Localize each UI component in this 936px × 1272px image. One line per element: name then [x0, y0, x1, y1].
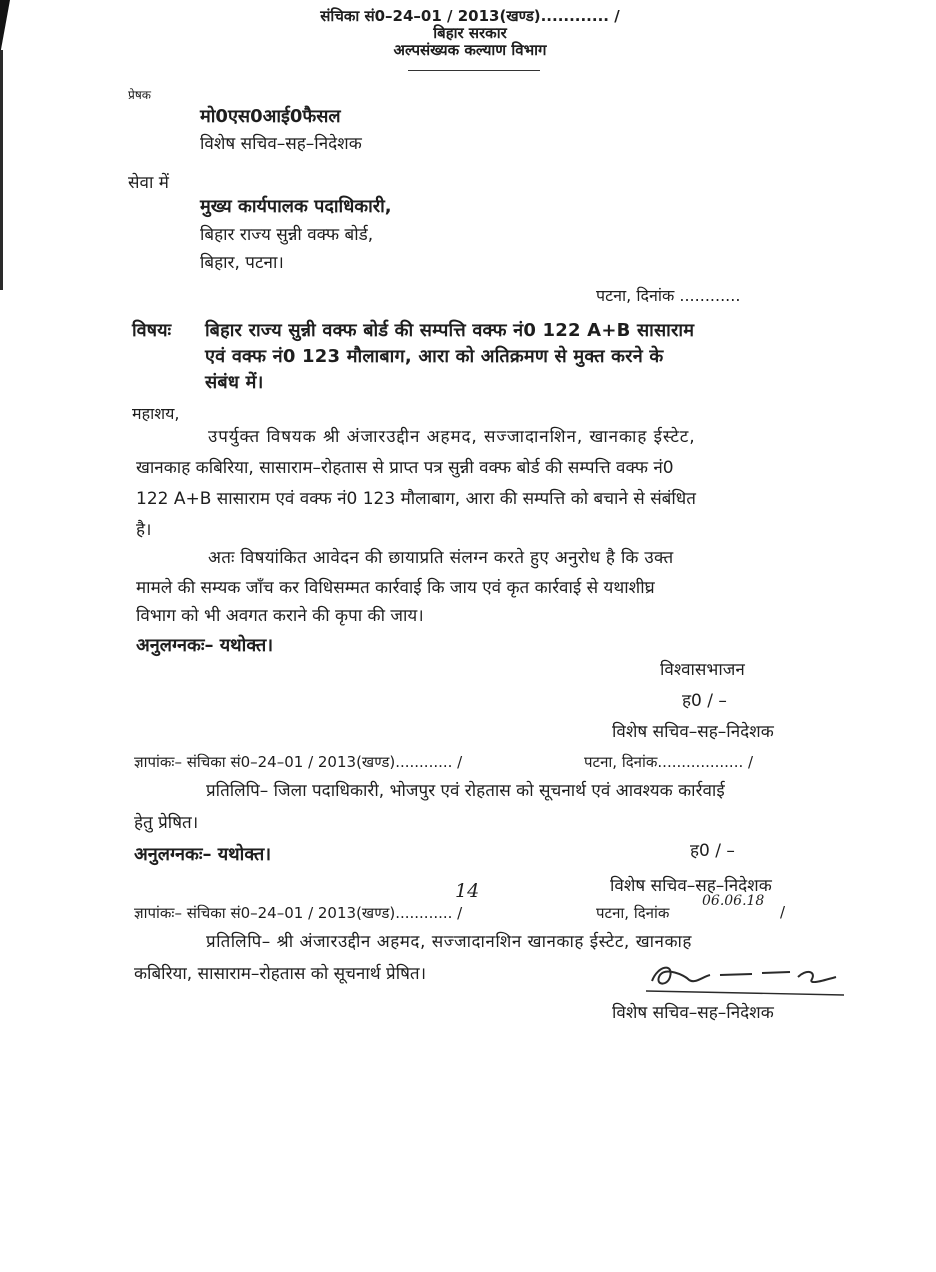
letter-date: पटना, दिनांक ............: [596, 286, 741, 305]
subject-line-2: एवं वक्फ नं0 123 मौलाबाग, आरा को अतिक्रमण से मुक्त करने के: [205, 346, 664, 367]
sender-designation: विशेष सचिव–सह–निदेशक: [200, 134, 362, 154]
memo1-copy-line-2: हेतु प्रेषित।: [134, 813, 199, 833]
closing-designation: विशेष सचिव–सह–निदेशक: [612, 722, 774, 742]
recipient-label: सेवा में: [128, 173, 169, 193]
memo1-designation: विशेष सचिव–सह–निदेशक: [610, 876, 772, 896]
memo2-date-tail: /: [780, 903, 786, 921]
closing-faithfully: विश्वासभाजन: [660, 660, 745, 680]
memo2-designation: विशेष सचिव–सह–निदेशक: [612, 1003, 774, 1023]
para1-line-2: खानकाह कबिरिया, सासाराम–रोहतास से प्राप्त पत्र सुन्नी वक्फ बोर्ड की सम्पत्ति वक्फ नं0: [136, 458, 674, 478]
memo1-signed: ह0 / –: [690, 841, 735, 861]
subject-line-3: संबंध में।: [205, 372, 264, 393]
sender-label: प्रेषक: [128, 88, 151, 102]
memo1-date: पटना, दिनांक.................. /: [584, 753, 754, 771]
para2-line-3: विभाग को भी अवगत कराने की कृपा की जाय।: [136, 606, 424, 626]
memo2-handwritten-number: 14: [455, 880, 480, 902]
subject-line-1: बिहार राज्य सुन्नी वक्फ बोर्ड की सम्पत्ति वक्फ नं0 122 A+B सासाराम: [205, 320, 695, 341]
recipient-org: बिहार राज्य सुन्नी वक्फ बोर्ड,: [200, 225, 374, 245]
recipient-title: मुख्य कार्यपालक पदाधिकारी,: [200, 196, 392, 217]
memo2-handwritten-date: 06.06.18: [702, 893, 765, 909]
scan-edge-line: [0, 50, 3, 290]
memo1-ref: ज्ञापांकः– संचिका सं0–24–01 / 2013(खण्ड)............ /: [134, 753, 463, 771]
department-name: अल्पसंख्यक कल्याण विभाग: [393, 41, 547, 59]
memo2-date-label: पटना, दिनांक: [596, 904, 670, 922]
memo2-copy-line-2: कबिरिया, सासाराम–रोहतास को सूचनार्थ प्रेषित।: [134, 964, 427, 984]
para1-line-4: है।: [136, 520, 152, 540]
sender-name: मो0एस0आई0फैसल: [200, 106, 341, 127]
scan-edge-shadow: [0, 0, 10, 55]
para1-line-1: उपर्युक्त विषयक श्री अंजारउद्दीन अहमद, सज्जादानशिन, खानकाह ईस्टेट,: [208, 427, 696, 447]
memo1-enclosure: अनुलग्नकः– यथोक्त।: [134, 844, 272, 865]
enclosure-note: अनुलग्नकः– यथोक्त।: [136, 635, 274, 656]
memo2-copy-line-1: प्रतिलिपि– श्री अंजारउद्दीन अहमद, सज्जादानशिन खानकाह ईस्टेट, खानकाह: [206, 932, 692, 952]
recipient-place: बिहार, पटना।: [200, 253, 284, 273]
subject-label: विषयः: [132, 320, 172, 341]
para2-line-1: अतः विषयांकित आवेदन की छायाप्रति संलग्न करते हुए अनुरोध है कि उक्त: [208, 548, 674, 568]
letter-ref-number: संचिका सं0–24–01 / 2013(खण्ड)............ /: [320, 7, 620, 25]
memo2-ref: ज्ञापांकः– संचिका सं0–24–01 / 2013(खण्ड)............ /: [134, 904, 463, 922]
para1-line-3: 122 A+B सासाराम एवं वक्फ नं0 123 मौलाबाग, आरा की सम्पत्ति को बचाने से संबंधित: [136, 489, 696, 509]
closing-signed: ह0 / –: [682, 691, 727, 711]
salutation: महाशय,: [132, 404, 180, 423]
memo1-copy-line-1: प्रतिलिपि– जिला पदाधिकारी, भोजपुर एवं रोहतास को सूचनार्थ एवं आवश्यक कार्रवाई: [206, 781, 725, 801]
para2-line-2: मामले की सम्यक जाँच कर विधिसम्मत कार्रवाई कि जाय एवं कृत कार्रवाई से यथाशीघ्र: [136, 578, 655, 598]
signature-image: [640, 955, 850, 1003]
govt-name: बिहार सरकार: [433, 24, 507, 42]
header-rule: [408, 70, 540, 71]
